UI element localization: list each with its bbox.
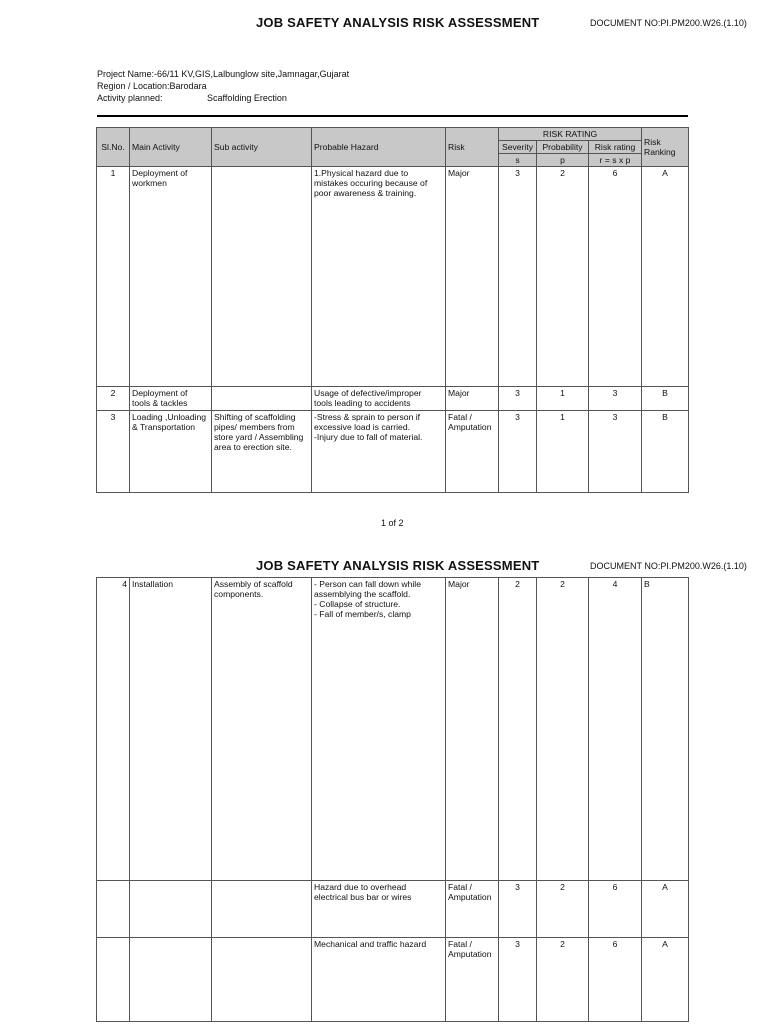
table-row — [97, 411, 689, 493]
row-risk-rating: 4 — [589, 578, 642, 881]
row-risk-rating: 3 — [589, 387, 642, 411]
row-severity: 3 — [499, 387, 537, 411]
document-number: DOCUMENT NO:PI.PM200.W26.(1.10) — [590, 561, 747, 571]
col-header-main-activity: Main Activity — [130, 128, 212, 167]
page-title: JOB SAFETY ANALYSIS RISK ASSESSMENT — [256, 558, 540, 573]
col-header-r: r = s x p — [589, 154, 642, 167]
col-header-probability: Probability — [537, 141, 589, 154]
table-row — [97, 387, 689, 411]
row-risk: Fatal / Amputation — [446, 411, 499, 493]
row-sl-no — [97, 938, 130, 1022]
risk-assessment-table-continued — [96, 577, 689, 1022]
row-probable-hazard: - Person can fall down while assemblying the scaffold. - Collapse of structure. - Fall of member/s, clamp — [312, 578, 446, 881]
col-header-sl-no: Sl.No. — [97, 128, 130, 167]
row-probability: 2 — [537, 167, 589, 387]
col-header-risk-rating-group: RISK RATING — [499, 128, 642, 141]
row-risk-ranking: B — [642, 578, 689, 881]
row-risk: Major — [446, 167, 499, 387]
header-rule — [97, 115, 688, 117]
page-indicator: 1 of 2 — [381, 518, 404, 528]
document-number: DOCUMENT NO:PI.PM200.W26.(1.10) — [590, 18, 747, 28]
row-sub-activity — [212, 167, 312, 387]
row-risk-ranking: A — [642, 938, 689, 1022]
row-sub-activity — [212, 881, 312, 938]
row-probability: 2 — [537, 881, 589, 938]
row-probability: 1 — [537, 387, 589, 411]
row-sub-activity: Shifting of scaffolding pipes/ members from store yard / Assembling area to erection site. — [212, 411, 312, 493]
row-main-activity: Loading ,Unloading & Transportation — [130, 411, 212, 493]
row-risk: Major — [446, 387, 499, 411]
table-row — [97, 578, 689, 881]
row-probable-hazard: Usage of defective/improper tools leading to accidents — [312, 387, 446, 411]
row-risk: Major — [446, 578, 499, 881]
row-risk-ranking: A — [642, 167, 689, 387]
row-sub-activity — [212, 387, 312, 411]
row-risk-ranking: B — [642, 387, 689, 411]
row-risk: Fatal / Amputation — [446, 938, 499, 1022]
row-probability: 2 — [537, 578, 589, 881]
row-severity: 3 — [499, 411, 537, 493]
row-sl-no: 2 — [97, 387, 130, 411]
row-probability: 1 — [537, 411, 589, 493]
col-header-p: p — [537, 154, 589, 167]
row-main-activity — [130, 938, 212, 1022]
row-risk-rating: 6 — [589, 881, 642, 938]
table-row — [97, 938, 689, 1022]
row-risk-rating: 3 — [589, 411, 642, 493]
row-risk-ranking: A — [642, 881, 689, 938]
row-risk-ranking: B — [642, 411, 689, 493]
page-title: JOB SAFETY ANALYSIS RISK ASSESSMENT — [256, 15, 540, 30]
row-severity: 2 — [499, 578, 537, 881]
row-severity: 3 — [499, 881, 537, 938]
row-main-activity — [130, 881, 212, 938]
row-sl-no: 3 — [97, 411, 130, 493]
row-probable-hazard: -Stress & sprain to person if excessive load is carried. -Injury due to fall of material. — [312, 411, 446, 493]
row-probable-hazard: Mechanical and traffic hazard — [312, 938, 446, 1022]
col-header-risk: Risk — [446, 128, 499, 167]
row-risk-rating: 6 — [589, 167, 642, 387]
row-sub-activity — [212, 938, 312, 1022]
row-probable-hazard: 1.Physical hazard due to mistakes occuring because of poor awareness & training. — [312, 167, 446, 387]
row-main-activity: Installation — [130, 578, 212, 881]
row-risk: Fatal / Amputation — [446, 881, 499, 938]
row-sub-activity: Assembly of scaffold components. — [212, 578, 312, 881]
col-header-severity: Severity — [499, 141, 537, 154]
row-severity: 3 — [499, 938, 537, 1022]
table-row — [97, 881, 689, 938]
activity-planned-value: Scaffolding Erection — [207, 93, 287, 103]
project-name: Project Name:-66/11 KV,GIS,Lalbunglow site,Jamnagar,Gujarat — [97, 69, 350, 79]
row-main-activity: Deployment of tools & tackles — [130, 387, 212, 411]
region-location: Region / Location:Barodara — [97, 81, 207, 91]
col-header-sub-activity: Sub activity — [212, 128, 312, 167]
col-header-probable-hazard: Probable Hazard — [312, 128, 446, 167]
row-probability: 2 — [537, 938, 589, 1022]
row-probable-hazard: Hazard due to overhead electrical bus bar or wires — [312, 881, 446, 938]
col-header-risk-ranking: Risk Ranking — [642, 128, 689, 167]
row-risk-rating: 6 — [589, 938, 642, 1022]
row-main-activity: Deployment of workmen — [130, 167, 212, 387]
row-sl-no: 1 — [97, 167, 130, 387]
row-sl-no — [97, 881, 130, 938]
row-sl-no: 4 — [97, 578, 130, 881]
table-row — [97, 167, 689, 387]
col-header-s: s — [499, 154, 537, 167]
col-header-risk-rating: Risk rating — [589, 141, 642, 154]
activity-planned-label: Activity planned: — [97, 93, 163, 103]
row-severity: 3 — [499, 167, 537, 387]
risk-assessment-table — [96, 127, 689, 493]
